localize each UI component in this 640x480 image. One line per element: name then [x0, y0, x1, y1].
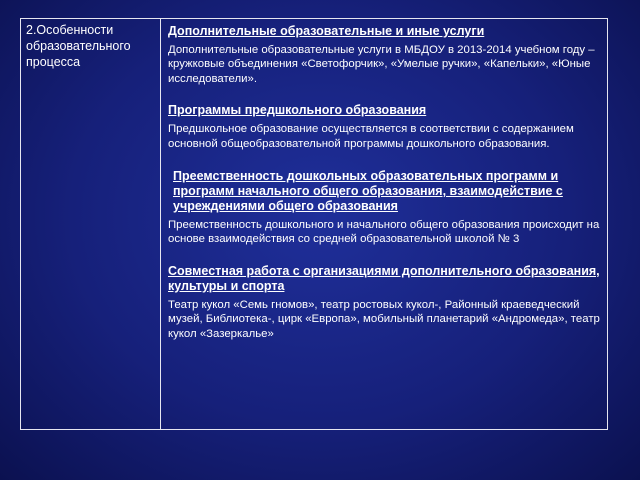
section-text: Театр кукол «Семь гномов», театр ростовых кукол-, Районный краеведческий музей, Библиотека-, цирк «Европа», мобильный планетарий «Андромеда», театр кукол «Зазеркалье» — [168, 298, 600, 340]
section-heading: Совместная работа с организациями дополнительного образования, культуры и спорта — [168, 263, 600, 293]
section-number-title: 2.Особенности образовательного процесса — [26, 23, 131, 69]
section-heading: Программы предшкольного образования — [168, 103, 427, 118]
section-heading: Преемственность дошкольных образовательных программ и программ начального общего образования, взаимодействие с учреждениями общего образования — [173, 169, 563, 214]
section-continuity — [168, 169, 601, 247]
left-column — [21, 19, 161, 429]
section-preschool-programs — [168, 103, 601, 151]
right-column — [161, 19, 607, 429]
section-text: Предшкольное образование осуществляется в соответствии с содержанием основной общеобразовательной программы дошкольного образования. — [168, 123, 574, 150]
section-text: Преемственность дошкольного и начального общего образования происходит на основе взаимодействия со средней образовательной школой № 3 — [168, 219, 600, 246]
section-heading: Дополнительные образовательные и иные услуги — [168, 24, 485, 38]
section-joint-work — [168, 264, 601, 341]
section-text: Дополнительные образовательные услуги в МБДОУ в 2013-2014 учебном году – кружковые объединения «Светофорчик», «Умелые ручки», «Капельки», «Юные исследователи». — [168, 44, 595, 85]
section-additional-services — [168, 24, 601, 86]
content-table — [20, 18, 608, 430]
